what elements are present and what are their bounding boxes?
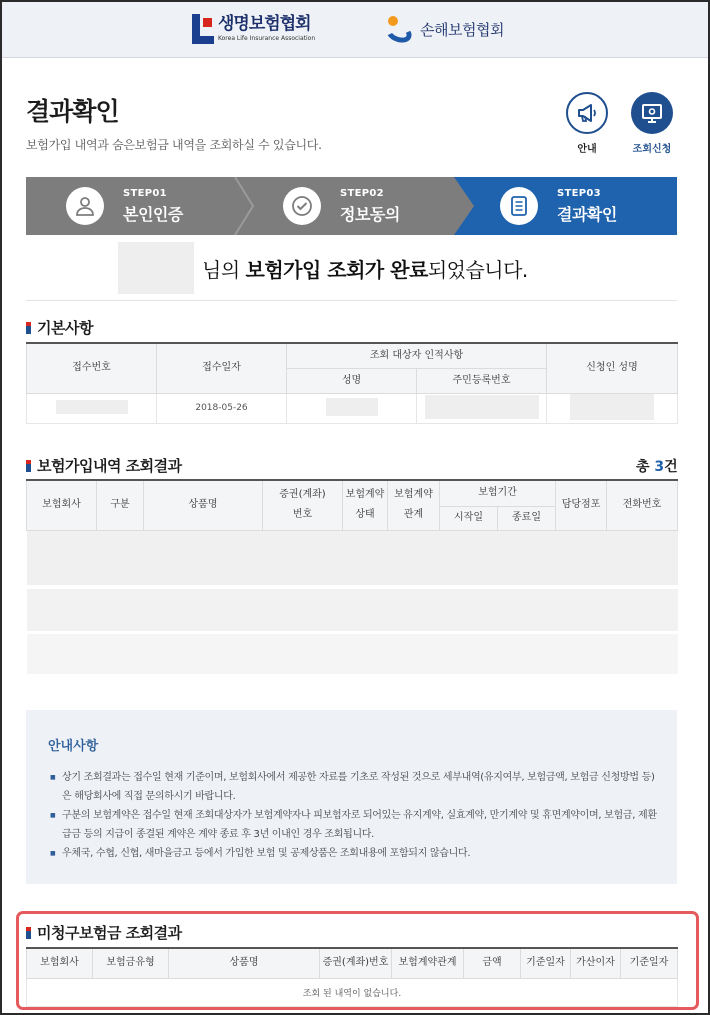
step-name: 본인인증 xyxy=(123,205,183,224)
redacted-value xyxy=(326,398,378,416)
total-suffix: 건 xyxy=(664,459,678,475)
cell-applicant xyxy=(547,393,678,423)
banner-text: 님의 xyxy=(202,258,246,282)
col-applicant: 신청인 성명 xyxy=(547,343,678,393)
apply-label[interactable]: 조회신청 xyxy=(632,144,672,155)
total-number: 3 xyxy=(654,459,665,475)
megaphone-icon xyxy=(575,101,599,125)
col-category: 구분 xyxy=(97,480,144,530)
life-logo-text: 생명보험협회 xyxy=(218,14,311,34)
col-receipt-no: 접수번호 xyxy=(27,343,157,393)
col-company: 보험회사 xyxy=(27,948,93,978)
nonlife-logo-mark-icon xyxy=(384,14,414,44)
section-flag-icon xyxy=(26,460,31,472)
monitor-icon xyxy=(640,101,664,125)
check-icon xyxy=(290,194,314,218)
divider xyxy=(26,300,677,301)
redacted-row xyxy=(27,634,678,677)
enroll-table xyxy=(26,479,678,677)
redacted-user-name xyxy=(118,242,194,294)
banner-text-end: 되었습니다. xyxy=(427,258,528,282)
col-amount: 금액 xyxy=(464,948,521,978)
col-branch: 담당점포 xyxy=(556,480,607,530)
col-period: 보험기간 xyxy=(440,480,556,506)
basic-section-title xyxy=(26,317,93,338)
step-name: 결과확인 xyxy=(557,205,617,224)
notice-box xyxy=(26,710,677,884)
step-identity xyxy=(26,177,243,235)
document-icon xyxy=(508,195,530,217)
step-result xyxy=(460,177,677,235)
cell-rrn xyxy=(417,393,547,423)
cell-name xyxy=(287,393,417,423)
page-title: 결과확인 xyxy=(26,97,119,126)
step-number: STEP01 xyxy=(123,188,167,199)
notice-title: 안내사항 xyxy=(48,739,99,754)
page-description: 보험가입 내역과 숨은보험금 내역을 조회하실 수 있습니다. xyxy=(26,138,322,152)
col-base-date-2: 기준일자 xyxy=(621,948,678,978)
col-product: 상품명 xyxy=(144,480,263,530)
redacted-row xyxy=(27,588,678,634)
col-status: 보험계약 상태 xyxy=(343,480,388,530)
total-count xyxy=(636,456,678,476)
col-target-group: 조회 대상자 인적사항 xyxy=(287,343,547,368)
notice-item: ■ 상기 조회결과는 접수일 현재 기준이며, 보험회사에서 제공한 자료를 기초로 작성된 것으로 세부내역(유지여부, 보험금액, 보험금 신청방법 등)은 해당회사에 직접 문의하시기 바랍니다. xyxy=(48,768,658,806)
apply-button[interactable] xyxy=(631,92,673,134)
life-logo-mark-icon xyxy=(192,14,214,44)
section-title-text: 미청구보험금 조회결과 xyxy=(37,924,182,942)
cell-receipt-date: 2018-05-26 xyxy=(157,393,287,423)
col-policy-no: 증권(계좌)번호 xyxy=(320,948,392,978)
basic-info-table xyxy=(26,342,678,424)
notice-item: ■ 우체국, 수협, 신협, 새마을금고 등에서 가입한 보험 및 공제상품은 조회내용에 포함되지 않습니다. xyxy=(48,844,658,863)
completion-message xyxy=(202,254,528,283)
notice-list xyxy=(48,768,658,863)
user-icon xyxy=(74,195,96,217)
enroll-section-title xyxy=(26,455,182,476)
col-end: 종료일 xyxy=(498,506,556,530)
col-added-interest: 가산이자 xyxy=(571,948,621,978)
guide-button[interactable] xyxy=(566,92,608,134)
section-flag-icon xyxy=(26,322,31,334)
banner-bold-text: 보험가입 조회가 완료 xyxy=(245,258,428,282)
col-product: 상품명 xyxy=(169,948,320,978)
highlight-box xyxy=(16,911,699,1010)
top-header xyxy=(2,2,708,58)
col-relation: 보험계약 관계 xyxy=(388,480,440,530)
notice-item: ■ 구분의 보험계약은 접수일 현재 조회대상자가 보험계약자나 피보험자로 되어있는 유지계약, 실효계약, 만기계약 및 휴면계약이며, 보험금, 제환급금 등의 지급이 종결된 계약은 계약 종료 후 3년 이내인 경우 조회됩니다. xyxy=(48,806,658,844)
life-logo-en-text: Korea Life Insurance Association xyxy=(218,35,316,42)
redacted-value xyxy=(425,395,539,419)
col-policy-no: 증권(계좌) 번호 xyxy=(263,480,343,530)
nonlife-insurance-logo[interactable] xyxy=(384,14,504,44)
col-rrn: 주민등록번호 xyxy=(417,368,547,393)
step-number: STEP03 xyxy=(557,188,601,199)
guide-label[interactable]: 안내 xyxy=(577,144,597,155)
section-title-text: 기본사항 xyxy=(37,319,93,337)
progress-steps xyxy=(26,177,677,235)
step-number: STEP02 xyxy=(340,188,384,199)
table-row xyxy=(27,588,678,634)
table-row xyxy=(27,634,678,677)
col-relation: 보험계약관계 xyxy=(392,948,464,978)
col-company: 보험회사 xyxy=(27,480,97,530)
redacted-value xyxy=(56,400,128,414)
section-title-text: 보험가입내역 조회결과 xyxy=(37,457,182,475)
redacted-row xyxy=(27,530,678,588)
life-insurance-logo[interactable] xyxy=(192,12,315,46)
table-row xyxy=(27,530,678,588)
redacted-value xyxy=(570,394,654,420)
col-name: 성명 xyxy=(287,368,417,393)
step-name: 정보동의 xyxy=(340,205,400,224)
cell-receipt-no xyxy=(27,393,157,423)
step-consent xyxy=(243,177,460,235)
col-claim-type: 보험금유형 xyxy=(93,948,169,978)
col-base-date: 기준일자 xyxy=(521,948,571,978)
total-prefix: 총 xyxy=(636,459,655,475)
col-phone: 전화번호 xyxy=(607,480,678,530)
empty-message: 조회 된 내역이 없습니다. xyxy=(27,978,678,1006)
col-receipt-date: 접수일자 xyxy=(157,343,287,393)
nonlife-logo-text: 손해보험협회 xyxy=(420,20,504,39)
col-start: 시작일 xyxy=(440,506,498,530)
